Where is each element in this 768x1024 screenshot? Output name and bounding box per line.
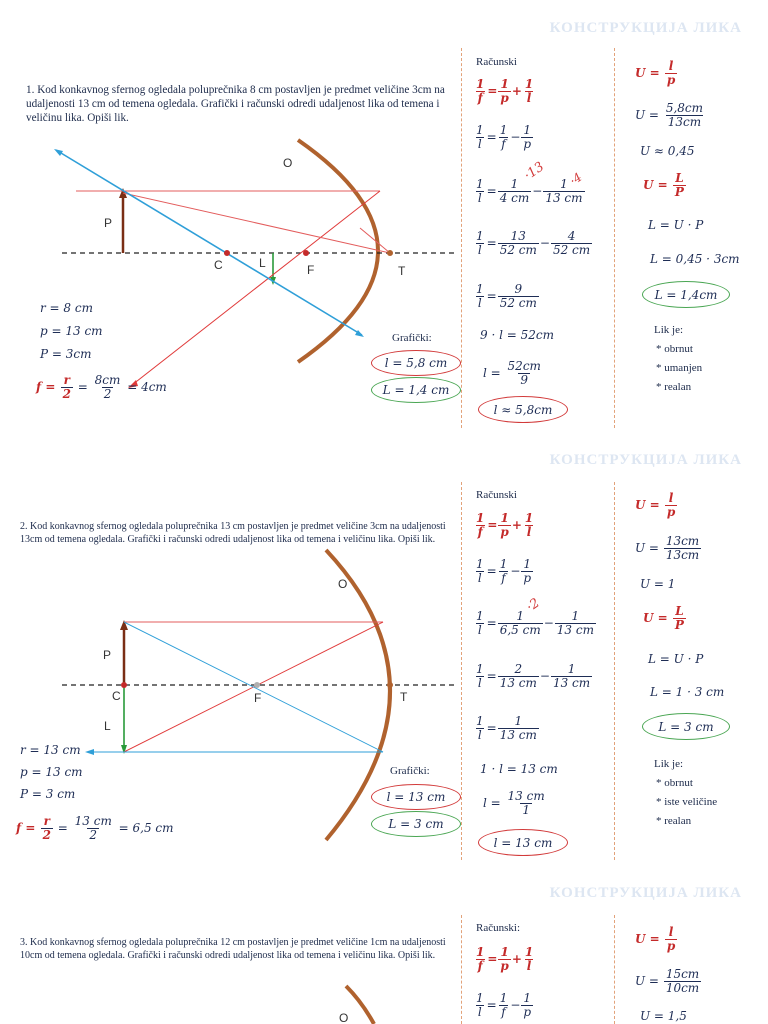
concave-mirror [298,140,378,362]
step-7-2: l = $\frac{13 cm}{1}$ [483,789,545,817]
label-c: C [214,258,223,272]
label-l: L [259,256,266,270]
racunski-title-3: Računski: [476,922,520,934]
watermark-2: КОНСТРУКЦИЈА ЛИКА [549,452,742,468]
computed-l-result-1: l ≈ 5,8cm [478,396,568,423]
lens-formula-1: $\frac{1}{f}$ = $\frac{1}{p}$ + $\frac{1}{l}$ [476,77,534,105]
given-P: P = 3cm [40,347,92,361]
label-t: T [400,690,408,704]
label-o: O [283,156,293,170]
column-divider [461,915,462,1024]
given-values-1 [40,297,103,366]
given-P: P = 3 cm [20,787,76,801]
step-5-2: $\frac{1}{l}$ = $\frac{1}{13 cm}$ [476,714,537,742]
graficki-label-1: Grafički: [392,332,432,344]
focal-formula-2: f = $\frac{r}{2}$ = $\frac{13 cm}{2}$ = 6,5 cm [16,814,174,842]
racunski-title-2: Računski [476,489,517,501]
label-c: C [112,689,121,703]
frac-13-2: $\frac{13 cm}{2}$ [74,814,112,842]
frac-r-2: $\frac{r}{2}$ [62,373,71,401]
vertex-point [387,682,393,688]
focal-lhs: f [16,821,22,835]
lik-item: * realan [656,381,692,393]
label-o: O [339,1011,349,1024]
vertex-point [387,250,393,256]
problem-3-diagram [300,982,400,1024]
column-divider [614,915,615,1024]
mag-step-5-2: L = U · P [648,652,704,666]
mag-step-6-1: L = 0,45 · 3cm [650,252,740,266]
column-divider [461,48,462,428]
mag-formula-1: U = $\frac{l}{p}$ [635,59,676,87]
column-divider [461,482,462,860]
concave-mirror [346,986,374,1024]
mag-formula-L-2: U = $\frac{L}{P}$ [643,604,684,632]
watermark-3: КОНСТРУКЦИЈА ЛИКА [549,885,742,901]
given-p: p = 13 cm [40,324,103,338]
step-5-1: $\frac{1}{l}$ = $\frac{9}{52 cm}$ [476,282,537,310]
computed-L-result-1: L = 1,4cm [642,281,730,308]
mag-step-6-2: L = 1 · 3 cm [650,685,725,699]
lik-item: * umanjen [656,362,703,374]
multiplier-4: ·4 [567,169,585,189]
given-r: r = 8 cm [40,301,93,315]
mag-value-3: U = 1,5 [640,1009,687,1023]
lens-formula-3: $\frac{1}{f}$ = $\frac{1}{p}$ + $\frac{1}{l}$ [476,945,534,973]
image-arrowhead [121,745,127,754]
mag-formula-2: U = $\frac{l}{p}$ [635,491,676,519]
frac-r-2: $\frac{r}{2}$ [42,814,51,842]
computed-L-result-2: L = 3 cm [642,713,730,740]
step-7-1: l = $\frac{52cm}{9}$ [483,359,541,387]
lik-title: Lik je: [654,758,684,770]
graficki-l-result-1: l = 5,8 cm [371,350,461,376]
focal-result: = 4cm [127,380,167,394]
graficki-L-result-1: L = 1,4 cm [371,377,461,403]
ray-to-vertex [123,193,390,253]
lik-description-1 [654,321,702,397]
label-p: P [104,216,113,230]
mag-step-2-1: U = $\frac{5,8cm}{13cm}$ [635,101,703,129]
mag-step-2-3: U = $\frac{15cm}{10cm}$ [635,967,700,995]
mag-step-2-2: U = $\frac{13cm}{13cm}$ [635,534,700,562]
step-4-2: $\frac{1}{l}$ = $\frac{2}{13 cm}$ − $\frac{1}{13 cm}$ [476,662,591,690]
frac-8-2: $\frac{8cm}{2}$ [94,373,121,401]
given-r: r = 13 cm [20,743,81,757]
lik-item: * obrnut [656,777,693,789]
step-3-2: $\frac{1}{l}$ = $\frac{1}{6,5 cm}$ − $\frac{1}{13 cm}$ [476,609,594,637]
mag-value-2: U = 1 [640,577,676,591]
label-o: O [338,577,348,591]
step-2-3: $\frac{1}{l}$ = $\frac{1}{f}$ − $\frac{1}{p}$ [476,991,532,1019]
step-4-1: $\frac{1}{l}$ = $\frac{13}{52 cm}$ − $\frac{4}{52 cm}$ [476,229,591,257]
graficki-label-2: Grafički: [390,765,430,777]
mag-step-5-1: L = U · P [648,218,704,232]
graficki-L-result-2: L = 3 cm [371,811,461,837]
racunski-title-1: Računski [476,56,517,68]
lik-item: * obrnut [656,343,693,355]
lik-title: Lik je: [654,324,684,336]
watermark-1: КОНСТРУКЦИЈА ЛИКА [549,20,742,36]
lik-description-2 [654,755,717,831]
given-values-2 [20,739,83,805]
given-p: p = 13 cm [20,765,83,779]
ray-arrowhead [54,149,63,156]
step-6-1: 9 · l = 52cm [480,328,554,342]
label-f: F [307,263,315,277]
label-f: F [254,691,262,705]
multiplier-13: ·13 [521,159,548,184]
step-6-2: 1 · l = 13 cm [480,762,558,776]
step-2-2: $\frac{1}{l}$ = $\frac{1}{f}$ − $\frac{1}{p}$ [476,557,532,585]
center-point [121,682,127,688]
problem-1-text: 1. Kod konkavnog sfernog ogledala poluprečnika 8 cm postavljen je predmet veličine 3cm na udaljenosti 13 cm od temena ogledala. Grafički i računski odredi udaljenost lika od temena i veličinu lika. Opiši lik. [26,84,445,124]
focus-point [254,682,260,688]
column-divider [614,48,615,428]
center-point [224,250,230,256]
problem-2-text: 2. Kod konkavnog sfernog ogledala poluprečnika 13 cm postavljen je predmet veličine 3cm na udaljenosti 13cm od temena ogledala. Grafički i računski odredi udaljenost lika od temena i veličinu lika. Opiši lik. [20,521,446,545]
label-l: L [104,719,111,733]
graficki-l-result-2: l = 13 cm [371,784,461,810]
mag-formula-L-1: U = $\frac{L}{P}$ [643,171,684,199]
step-2-1: $\frac{1}{l}$ = $\frac{1}{f}$ − $\frac{1}{p}$ [476,123,532,151]
column-divider [614,482,615,860]
label-p: P [103,648,112,662]
lik-item: * realan [656,815,692,827]
mag-value-1: U ≈ 0,45 [640,144,695,158]
focal-result: = 6,5 cm [118,821,174,835]
mag-formula-3: U = $\frac{l}{p}$ [635,925,676,953]
ray-through-focus [132,191,380,385]
computed-l-result-2: l = 13 cm [478,829,568,856]
focus-point [303,250,309,256]
step-3-1: $\frac{1}{l}$ = $\frac{1}{4 cm}$ − $\frac{1}{13 cm}$ [476,177,583,205]
lens-formula-2: $\frac{1}{f}$ = $\frac{1}{p}$ + $\frac{1}{l}$ [476,511,534,539]
ray-arrowhead [85,749,94,755]
focal-lhs: f [36,380,42,394]
multiplier-2: ·2 [523,595,543,616]
label-t: T [398,264,406,278]
lik-item: * iste veličine [656,796,718,808]
problem-3-text: 3. Kod konkavnog sfernog ogledala poluprečnika 12 cm postavljen je predmet veličine 1cm na udaljenosti 10cm od temena ogledala. Grafički i računski odredi udaljenost lika od temena i veličinu lika. Opiši lik. [20,937,446,961]
focal-formula-1: f = $\frac{r}{2}$ = $\frac{8cm}{2}$ = 4cm [36,373,167,401]
